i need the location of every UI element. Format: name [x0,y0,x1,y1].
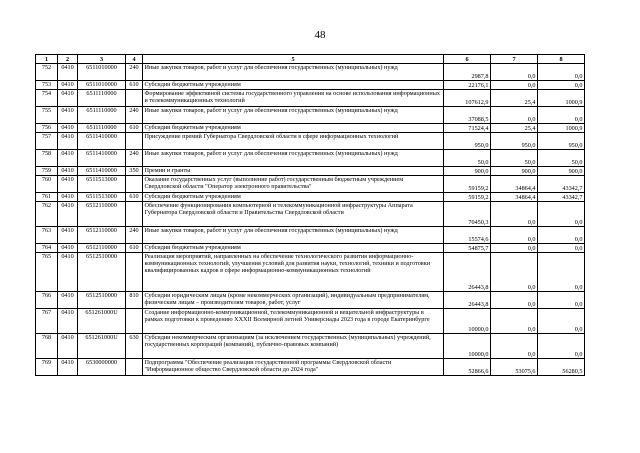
expense-type-code: 240 [126,64,143,81]
target-article-code: 6512110000 [78,244,126,253]
table-row [36,124,585,133]
amount-year-3: 0,0 [538,227,585,244]
column-header: 8 [538,55,585,64]
amount-year-3: 950,0 [538,133,585,150]
column-header: 1 [36,55,58,64]
amount-year-2: 25,4 [491,124,538,133]
amount-year-1: 26443,8 [444,253,491,292]
amount-year-3: 0,0 [538,309,585,334]
expense-type-code: 610 [126,193,143,202]
amount-year-1: 50,0 [444,150,491,167]
section-code: 0410 [58,90,78,107]
expense-type-code: 240 [126,150,143,167]
expense-type-code [126,202,143,227]
column-header: 4 [126,55,143,64]
table-row [36,81,585,90]
item-name: Формирование эффективной системы государственного управления на основе использования информационных и телекоммуникационных технологий [143,90,444,107]
column-header: 2 [58,55,78,64]
item-name: Иные закупки товаров, работ и услуг для обеспечения государственных (муниципальных) нужд [143,64,444,81]
table-row [36,167,585,176]
item-name: Подпрограмма "Обеспечение реализации государственной программы Свердловской области "Информационное общество Свердловской области до 2024 года" [143,359,444,376]
column-header: 5 [143,55,444,64]
expense-type-code [126,90,143,107]
section-code: 0410 [58,334,78,359]
amount-year-3: 0,0 [538,81,585,90]
section-code: 0410 [58,64,78,81]
table-row [36,64,585,81]
item-name: Создание информационно-коммуникационной, телекоммуникационной и вещательной инфраструктуры в рамках подготовки к проведению XXXII Всемирной летней Универсиады 2023 года в городе Екатеринбурге [143,309,444,334]
table-row [36,193,585,202]
amount-year-1: 900,0 [444,167,491,176]
section-code: 0410 [58,359,78,376]
target-article-code: 6511110000 [78,124,126,133]
target-article-code: 6511110000 [78,90,126,107]
amount-year-3: 0,0 [538,334,585,359]
target-article-code: 6511513000 [78,193,126,202]
row-number: 754 [36,90,58,107]
expense-type-code [126,359,143,376]
amount-year-3: 0,0 [538,64,585,81]
amount-year-1: 2987,8 [444,64,491,81]
item-name: Обеспечение функционирования компьютерной и телекоммуникационной инфраструктуры Аппарата Губернатора Свердловской области и Правительства Свердловской области [143,202,444,227]
expense-type-code: 350 [126,167,143,176]
expense-type-code [126,176,143,193]
item-name: Оказание государственных услуг (выполнение работ) государственным бюджетным учреждением Свердловской области "Оператор электронного правительства" [143,176,444,193]
table-row [36,202,585,227]
section-code: 0410 [58,107,78,124]
item-name: Присуждение премий Губернатора Свердловской области в сфере информационных технологий [143,133,444,150]
section-code: 0410 [58,309,78,334]
amount-year-3: 0,0 [538,107,585,124]
amount-year-2: 0,0 [491,334,538,359]
amount-year-2: 0,0 [491,227,538,244]
target-article-code: 6511110000 [78,107,126,124]
section-code: 0410 [58,133,78,150]
amount-year-3: 0,0 [538,292,585,309]
row-number: 761 [36,193,58,202]
target-article-code: 6512110000 [78,202,126,227]
expense-type-code: 610 [126,124,143,133]
section-code: 0410 [58,244,78,253]
row-number: 755 [36,107,58,124]
row-number: 764 [36,244,58,253]
table-row [36,176,585,193]
row-number: 760 [36,176,58,193]
target-article-code: 6511513000 [78,176,126,193]
amount-year-2: 25,4 [491,90,538,107]
amount-year-2: 34864,4 [491,176,538,193]
amount-year-2: 0,0 [491,81,538,90]
amount-year-1: 37088,5 [444,107,491,124]
table-row [36,244,585,253]
table-row [36,107,585,124]
target-article-code: 6511410000 [78,133,126,150]
row-number: 762 [36,202,58,227]
section-code: 0410 [58,81,78,90]
column-header: 7 [491,55,538,64]
target-article-code: 6512110000 [78,227,126,244]
amount-year-1: 59159,2 [444,193,491,202]
row-number: 763 [36,227,58,244]
target-article-code: 651261000U [78,334,126,359]
amount-year-3: 43342,7 [538,176,585,193]
expense-type-code: 240 [126,227,143,244]
amount-year-2: 50,0 [491,150,538,167]
item-name: Субсидии бюджетным учреждениям [143,193,444,202]
table-header-row [36,55,585,64]
table-row [36,253,585,292]
amount-year-3: 900,0 [538,167,585,176]
amount-year-3: 0,0 [538,202,585,227]
amount-year-2: 0,0 [491,292,538,309]
expense-type-code [126,133,143,150]
amount-year-2: 0,0 [491,64,538,81]
row-number: 767 [36,309,58,334]
amount-year-2: 0,0 [491,202,538,227]
section-code: 0410 [58,253,78,292]
amount-year-2: 0,0 [491,253,538,292]
target-article-code: 6511410000 [78,167,126,176]
amount-year-1: 10000,0 [444,334,491,359]
table-row [36,309,585,334]
amount-year-1: 59159,2 [444,176,491,193]
item-name: Иные закупки товаров, работ и услуг для обеспечения государственных (муниципальных) нужд [143,107,444,124]
amount-year-1: 54875,7 [444,244,491,253]
section-code: 0410 [58,124,78,133]
row-number: 758 [36,150,58,167]
row-number: 752 [36,64,58,81]
amount-year-3: 43342,7 [538,193,585,202]
amount-year-1: 26443,8 [444,292,491,309]
row-number: 757 [36,133,58,150]
amount-year-1: 107612,9 [444,90,491,107]
item-name: Субсидии бюджетным учреждениям [143,244,444,253]
section-code: 0410 [58,193,78,202]
item-name: Субсидии бюджетным учреждениям [143,124,444,133]
budget-table [35,54,585,376]
section-code: 0410 [58,176,78,193]
amount-year-3: 1000,9 [538,90,585,107]
target-article-code: 6530000000 [78,359,126,376]
row-number: 769 [36,359,58,376]
table-row [36,359,585,376]
page-number: 48 [314,29,326,41]
target-article-code: 6512510000 [78,292,126,309]
amount-year-2: 34864,4 [491,193,538,202]
item-name: Иные закупки товаров, работ и услуг для обеспечения государственных (муниципальных) нужд [143,150,444,167]
expense-type-code: 810 [126,292,143,309]
amount-year-2: 53075,6 [491,359,538,376]
table-row [36,90,585,107]
section-code: 0410 [58,227,78,244]
target-article-code: 651261000U [78,309,126,334]
amount-year-2: 0,0 [491,107,538,124]
row-number: 753 [36,81,58,90]
amount-year-1: 71524,4 [444,124,491,133]
amount-year-1: 22176,1 [444,81,491,90]
section-code: 0410 [58,150,78,167]
section-code: 0410 [58,202,78,227]
item-name: Субсидии юридическим лицам (кроме некоммерческих организаций), индивидуальным предпринимателям, физическим лицам – производителям товаров, работ, услуг [143,292,444,309]
amount-year-2: 900,0 [491,167,538,176]
amount-year-2: 0,0 [491,244,538,253]
item-name: Иные закупки товаров, работ и услуг для обеспечения государственных (муниципальных) нужд [143,227,444,244]
row-number: 756 [36,124,58,133]
column-header: 3 [78,55,126,64]
expense-type-code: 240 [126,107,143,124]
amount-year-1: 52866,6 [444,359,491,376]
target-article-code: 6511410000 [78,150,126,167]
table-row [36,292,585,309]
target-article-code: 6512510000 [78,253,126,292]
amount-year-1: 10000,0 [444,309,491,334]
expense-type-code: 610 [126,81,143,90]
table-row [36,227,585,244]
amount-year-1: 950,0 [444,133,491,150]
expense-type-code [126,253,143,292]
section-code: 0410 [58,292,78,309]
row-number: 759 [36,167,58,176]
amount-year-2: 0,0 [491,309,538,334]
amount-year-3: 1000,9 [538,124,585,133]
row-number: 768 [36,334,58,359]
expense-type-code [126,309,143,334]
amount-year-2: 950,0 [491,133,538,150]
target-article-code: 6511010000 [78,64,126,81]
item-name: Премии и гранты [143,167,444,176]
amount-year-1: 70450,3 [444,202,491,227]
target-article-code: 6511010000 [78,81,126,90]
expense-type-code: 630 [126,334,143,359]
column-header: 6 [444,55,491,64]
table-row [36,133,585,150]
amount-year-3: 56280,5 [538,359,585,376]
section-code: 0410 [58,167,78,176]
amount-year-3: 0,0 [538,253,585,292]
table-row [36,334,585,359]
item-name: Реализация мероприятий, направленных на обеспечение технологического развития информационно-коммуникационных технологий, улучшения условий для развития науки, технологий, техники и подготовки квалифицированных кадров в сфере информационно-коммуникационных технологий [143,253,444,292]
row-number: 765 [36,253,58,292]
item-name: Субсидии бюджетным учреждениям [143,81,444,90]
amount-year-3: 0,0 [538,244,585,253]
amount-year-3: 50,0 [538,150,585,167]
item-name: Субсидии некоммерческим организациям (за исключением государственных (муниципальных) учреждений, государственных корпораций (компаний), публично-правовых компаний) [143,334,444,359]
expense-type-code: 610 [126,244,143,253]
amount-year-1: 15574,6 [444,227,491,244]
row-number: 766 [36,292,58,309]
table-row [36,150,585,167]
